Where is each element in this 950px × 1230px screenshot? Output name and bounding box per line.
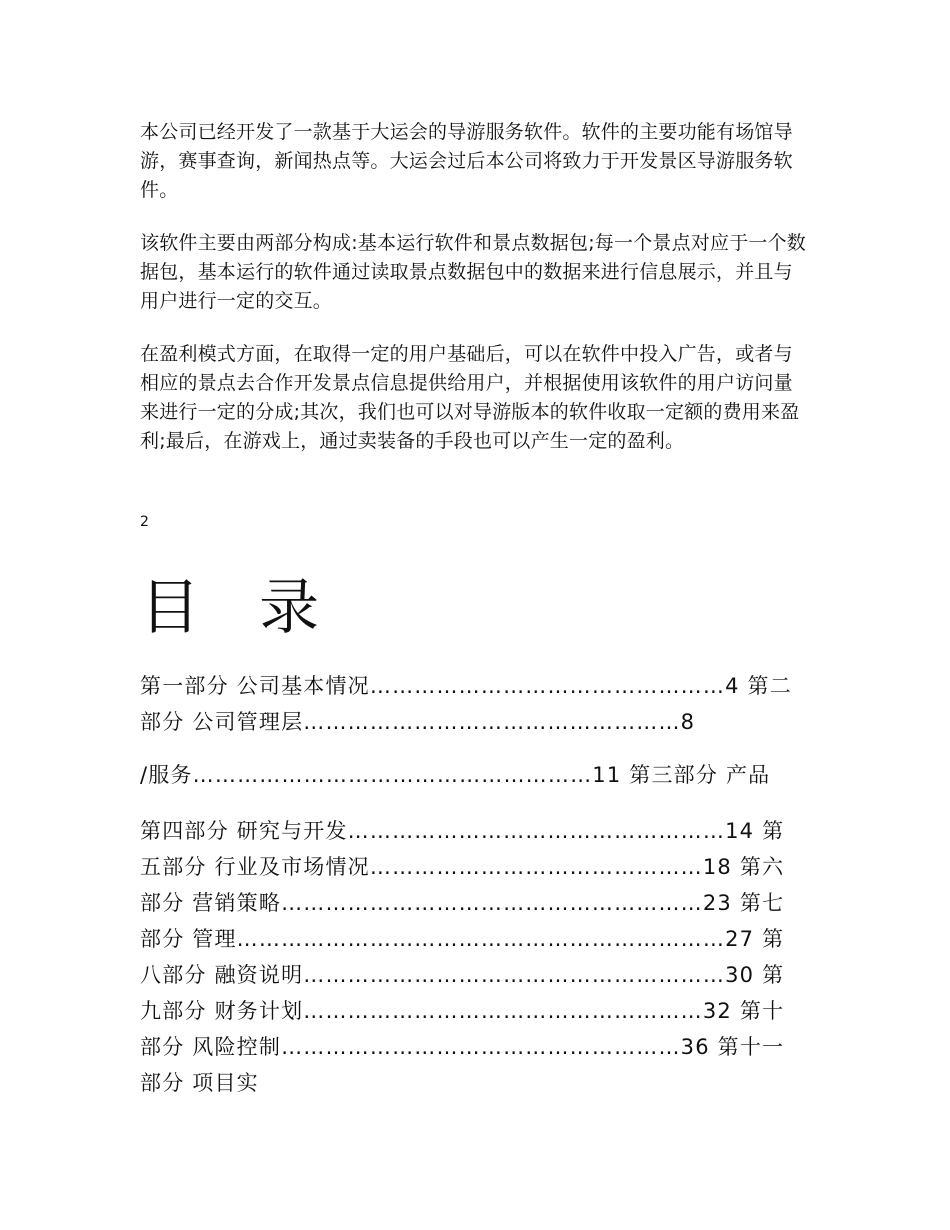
toc-title: 目 录 [140, 573, 340, 643]
paragraph-profit-model: 在盈利模式方面，在取得一定的用户基础后，可以在软件中投入广告，或者与相应的景点去合作开发景点信息提供给用户，并根据使用该软件的用户访问量来进行一定的分成;其次，我们也可以对导游版本的软件收取一定额的费用来盈利;最后，在游戏上，通过卖装备的手段也可以产生一定的盈利。 [140, 343, 800, 452]
toc-entries-part-1-2: 第一部分 公司基本情况…………………………………………4 第二部分 公司管理层……………………………………………8 [140, 674, 792, 734]
page-number: 2 [140, 514, 149, 530]
toc-entries-part-4-11: 第四部分 研究与开发……………………………………………14 第五部分 行业及市场情况………………………………………18 第六部分 营销策略…………………………………………………23 第七部分 管理…………………………………………………………27 第八部分 融资说明…………………………………………………30 第九部分 财务计划………………………………………………32 第十部分 风险控制………………………………………………36 第十一部分 项目实 [140, 819, 785, 1095]
toc-entries-part-3: /服务………………………………………………11 第三部分 产品 [140, 763, 771, 787]
paragraph-company-software: 本公司已经开发了一款基于大运会的导游服务软件。软件的主要功能有场馆导游，赛事查询，新闻热点等。大运会过后本公司将致力于开发景区导游服务软件。 [140, 121, 793, 201]
paragraph-software-structure: 该软件主要由两部分构成:基本运行软件和景点数据包;每一个景点对应于一个数据包，基本运行的软件通过读取景点数据包中的数据来进行信息展示，并且与用户进行一定的交互。 [140, 232, 807, 312]
